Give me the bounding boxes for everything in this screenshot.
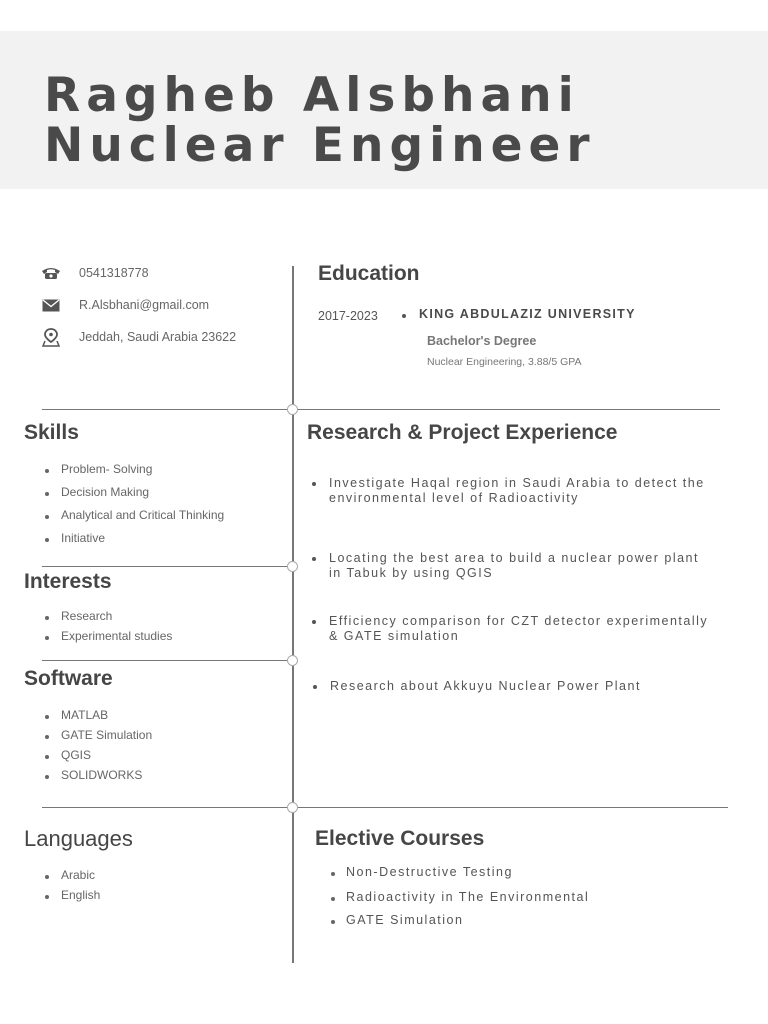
education-years: 2017-2023 [318,309,378,323]
bullet [313,685,317,689]
list-item: QGIS [45,748,152,768]
list-item-text: Efficiency comparison for CZT detector experimentally & GATE simulation [329,614,709,643]
skills-list [45,462,224,554]
list-item: Arabic [45,868,100,888]
list-item: Non-Destructive Testing [331,865,589,890]
bullet [312,482,316,486]
languages-list [45,868,100,908]
degree-detail: Nuclear Engineering, 3.88/5 GPA [427,356,582,368]
bullet [312,620,316,624]
job-title: Nuclear Engineer [44,118,596,173]
divider-node [287,404,298,415]
interests-list [45,609,172,649]
divider-node [287,655,298,666]
street-address: Jeddah, Saudi Arabia 23622 [79,330,237,344]
list-item: English [45,888,100,908]
divider-node [287,802,298,813]
list-item [312,476,712,506]
list-item: MATLAB [45,708,152,728]
skills-heading: Skills [24,421,79,444]
list-item [312,614,712,644]
list-item: Radioactivity in The Environmental [331,890,589,913]
list-item: Problem- Solving [45,462,224,485]
candidate-name: Ragheb Alsbhani [44,68,580,123]
list-item: Experimental studies [45,629,172,649]
degree-name: Bachelor's Degree [427,334,537,348]
education-heading: Education [318,262,420,285]
list-item-text: Locating the best area to build a nuclear power plant in Tabuk by using QGIS [329,551,699,580]
school-name: KING ABDULAZIZ UNIVERSITY [419,307,636,321]
bullet [402,314,406,318]
contact-address [40,327,236,347]
software-list [45,708,152,788]
divider-line [42,409,720,410]
bullet [312,557,316,561]
divider-line [42,660,292,661]
list-item: Decision Making [45,485,224,508]
contact-email [40,295,209,315]
list-item [312,551,712,581]
divider-node [287,561,298,572]
vertical-divider [292,266,294,963]
software-heading: Software [24,667,113,690]
email-address: R.Alsbhani@gmail.com [79,298,210,312]
list-item: Analytical and Critical Thinking [45,508,224,531]
list-item-text: Investigate Haqal region in Saudi Arabia to detect the environmental level of Radioactivity [329,476,705,505]
divider-line [42,807,728,808]
electives-list [331,865,589,936]
list-item: SOLIDWORKS [45,768,152,788]
research-heading: Research & Project Experience [307,421,618,444]
envelope-icon [40,296,62,314]
list-item: Initiative [45,531,224,554]
phone-number: 0541318778 [79,266,149,280]
location-pin-icon [40,328,62,346]
list-item: GATE Simulation [331,913,589,936]
interests-heading: Interests [24,570,112,593]
languages-heading: Languages [24,826,133,851]
phone-icon [40,264,62,282]
list-item-text: Research about Akkuyu Nuclear Power Plant [330,679,641,693]
list-item: Research [45,609,172,629]
electives-heading: Elective Courses [315,827,485,850]
divider-line [42,566,292,567]
contact-phone [40,263,149,283]
list-item [313,679,713,694]
list-item: GATE Simulation [45,728,152,748]
